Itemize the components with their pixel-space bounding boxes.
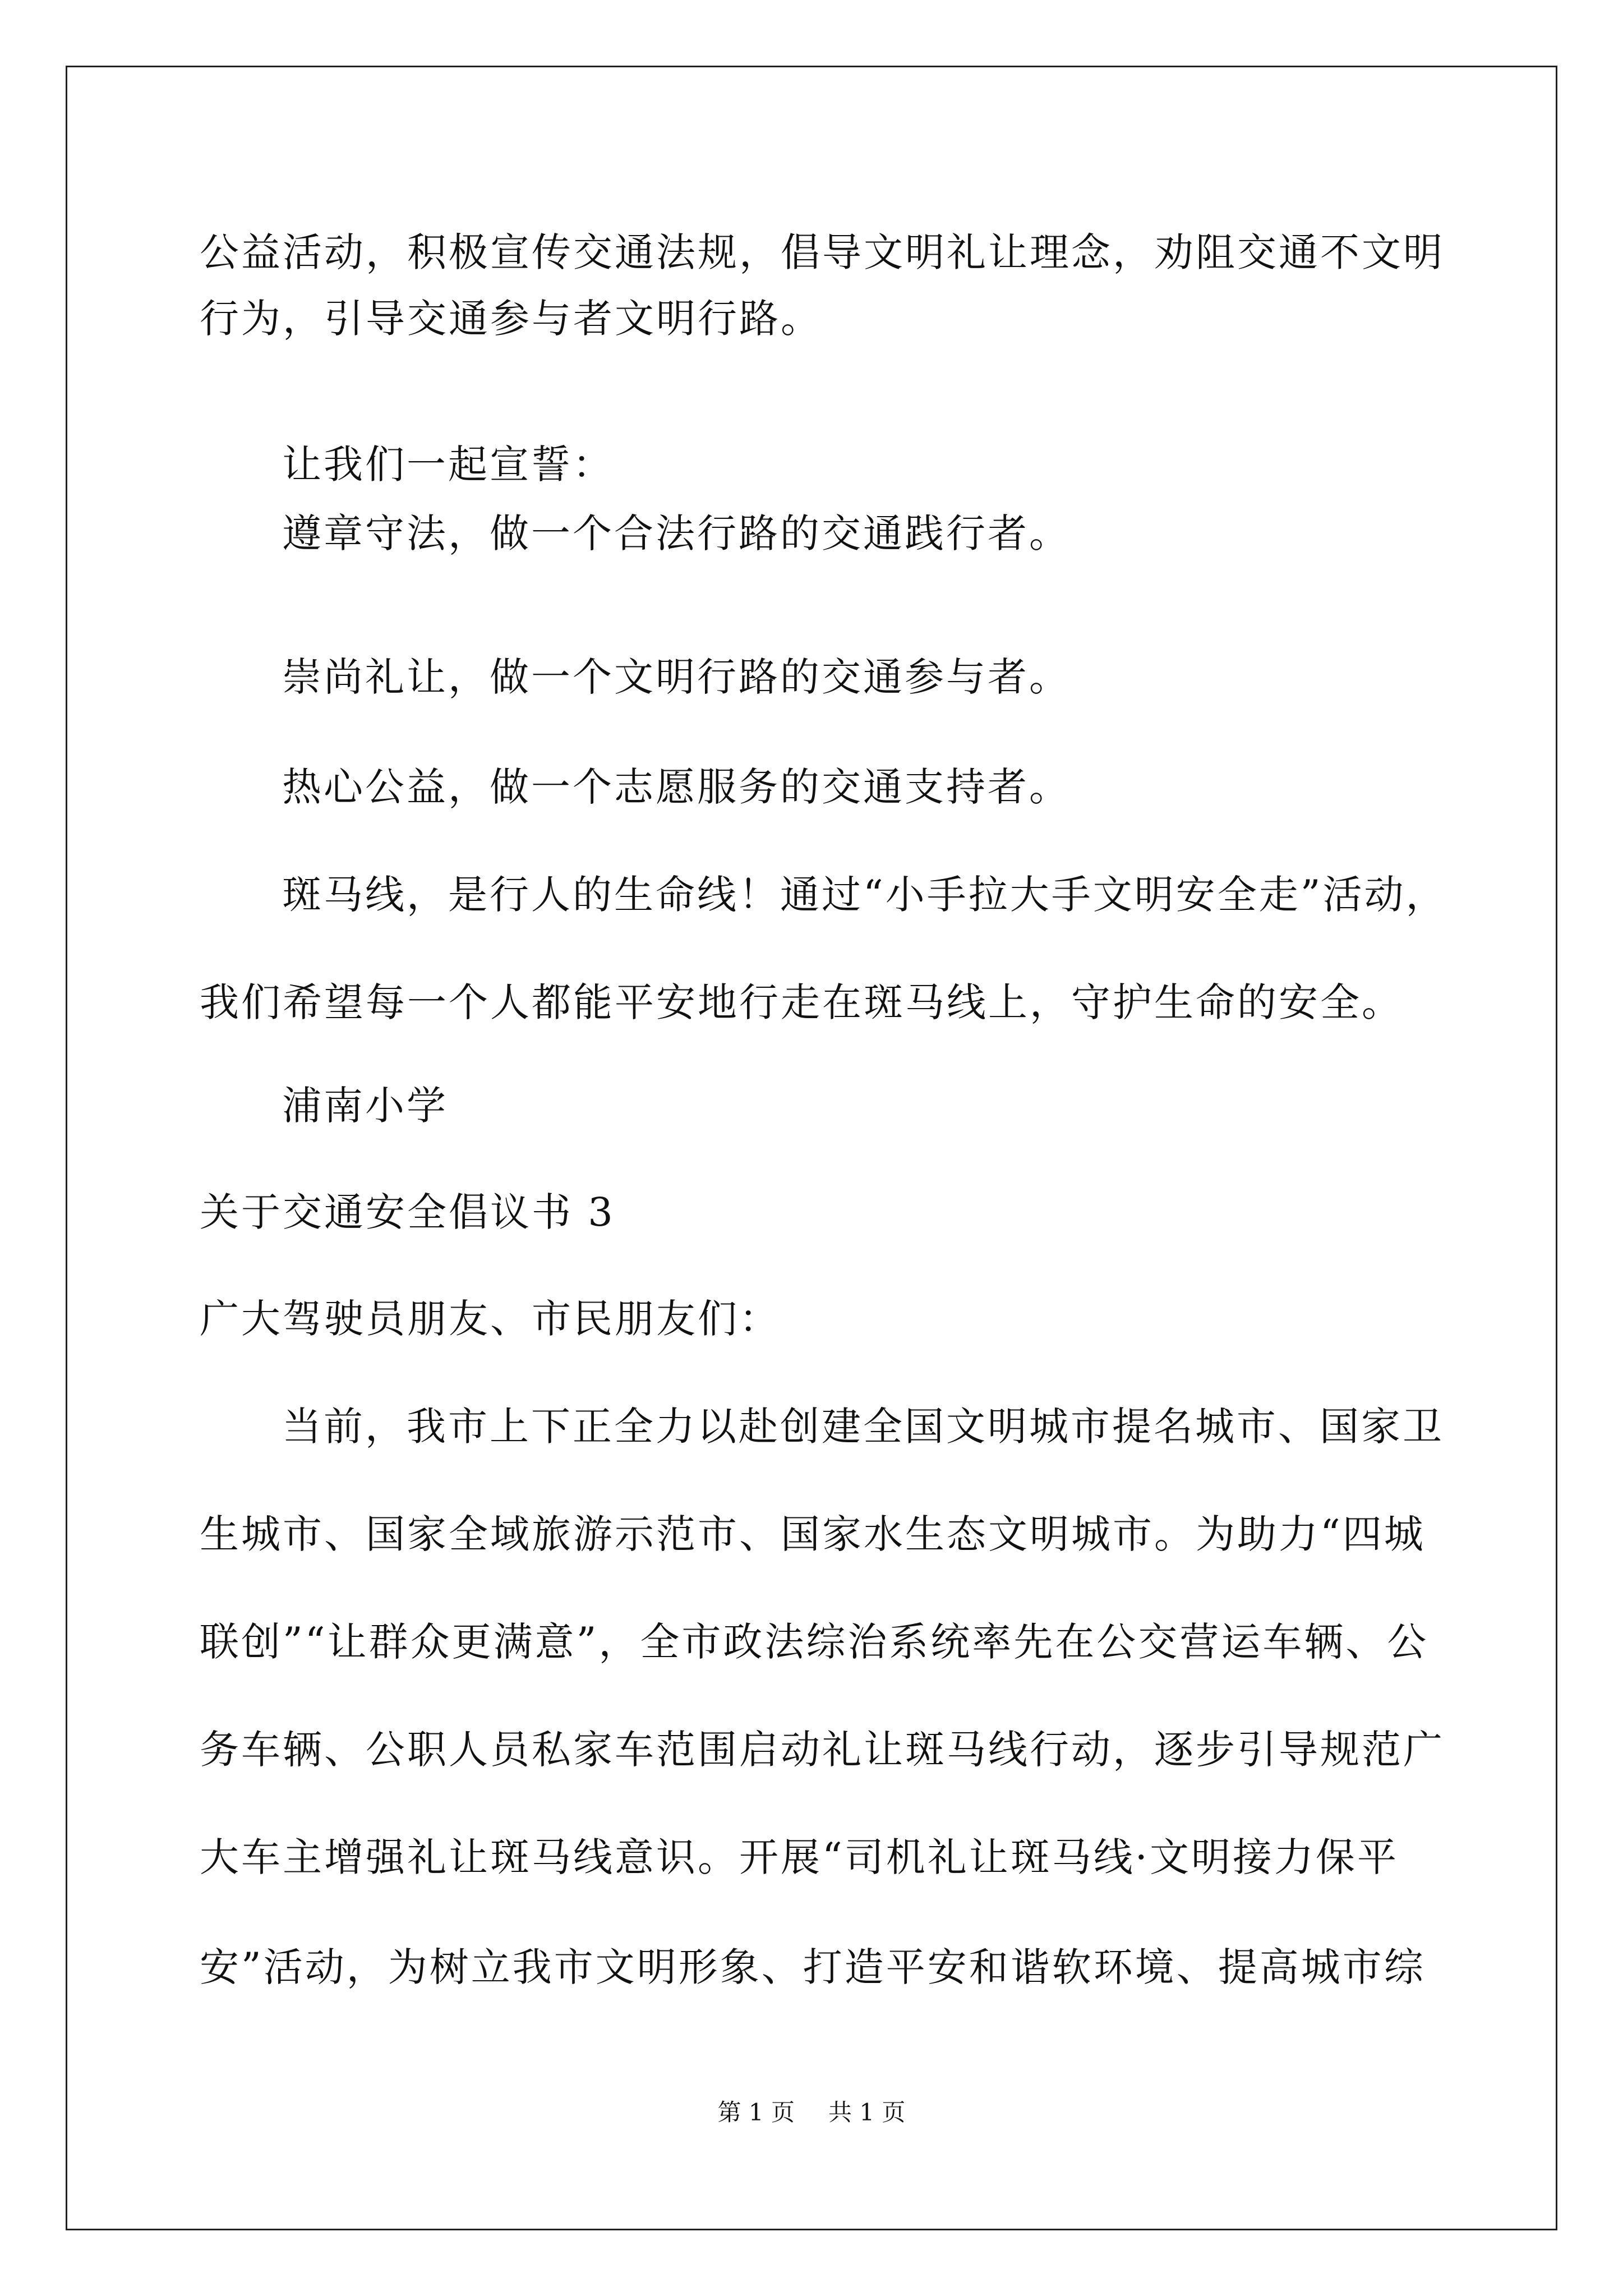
- paragraph-line: 安”活动，为树立我市文明形象、打造平安和谐软环境、提高城市综: [200, 1944, 1426, 1990]
- page-border: [66, 66, 1557, 2230]
- paragraph-line: 联创”“让群众更满意”，全市政法综治系统率先在公交营运车辆、公: [200, 1619, 1429, 1665]
- paragraph-line: 遵章守法，做一个合法行路的交通践行者。: [282, 510, 1071, 556]
- paragraph-line: 崇尚礼让，做一个文明行路的交通参与者。: [282, 654, 1071, 700]
- paragraph-line: 热心公益，做一个志愿服务的交通支持者。: [282, 764, 1071, 810]
- page-total: 共 1 页: [828, 2099, 906, 2126]
- paragraph-line: 让我们一起宣誓：: [282, 441, 614, 487]
- paragraph-line: 生城市、国家全域旅游示范市、国家水生态文明城市。为助力“四城: [200, 1511, 1426, 1557]
- paragraph-line: 务车辆、公职人员私家车范围启动礼让斑马线行动，逐步引导规范广: [200, 1727, 1445, 1773]
- paragraph-line: 公益活动，积极宣传交通法规，倡导文明礼让理念，劝阻交通不文明: [200, 229, 1445, 275]
- page-number: 第 1 页: [717, 2099, 795, 2126]
- signature-line: 浦南小学: [282, 1083, 448, 1129]
- paragraph-line: 行为，引导交通参与者文明行路。: [200, 296, 822, 342]
- paragraph-line: 当前，我市上下正全力以赴创建全国文明城市提名城市、国家卫: [282, 1404, 1444, 1450]
- page-footer: [0, 2096, 1623, 2129]
- section-heading: 关于交通安全倡议书 3: [200, 1189, 615, 1235]
- paragraph-line: 我们希望每一个人都能平安地行走在斑马线上，守护生命的安全。: [200, 979, 1403, 1025]
- paragraph-line: 大车主增强礼让斑马线意识。开展“司机礼让斑马线·文明接力保平: [200, 1834, 1399, 1880]
- paragraph-line: 斑马线，是行人的生命线！通过“小手拉大手文明安全走”活动，: [282, 872, 1447, 918]
- salutation-line: 广大驾驶员朋友、市民朋友们：: [200, 1296, 781, 1342]
